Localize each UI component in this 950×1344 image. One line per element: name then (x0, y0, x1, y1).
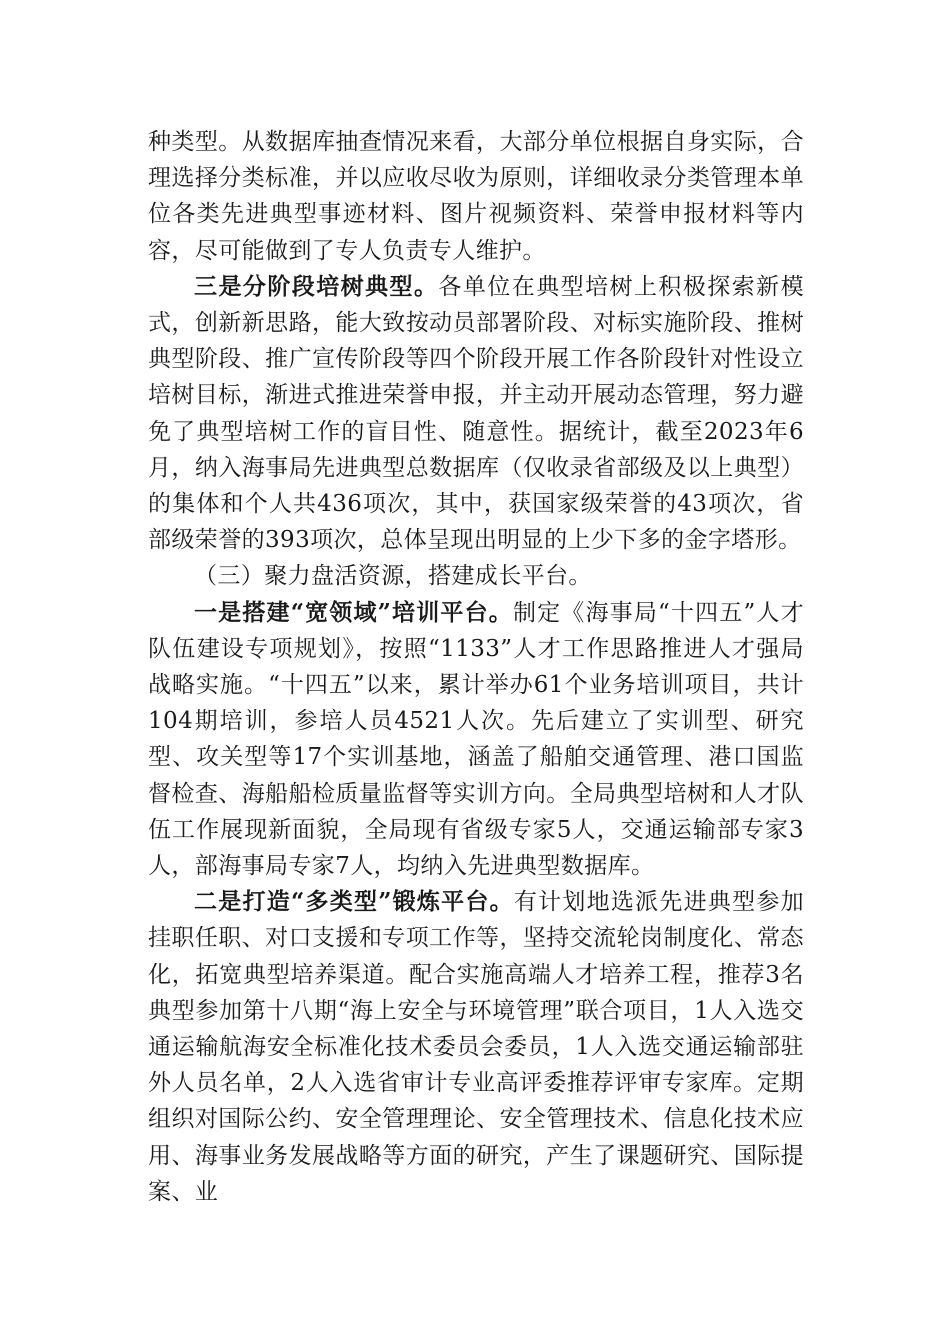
paragraph-training-platform (148, 595, 804, 885)
paragraph-text: 有计划地选派先进典型参加挂职任职、对口支援和专项工作等，坚持交流轮岗制度化、常态化，拓宽典型培养渠道。配合实施高端人才培养工程，推荐3名典型参加第十八期“海上安全与环境管理”联合项目，1人入选交通运输航海安全标准化技术委员会委员，1人入选交通运输部驻外人员名单，2人入选省审计专业高评委推荐评审专家库。定期组织对国际公约、安全管理理论、安全管理技术、信息化技术应用、海事业务发展战略等方面的研究，产生了课题研究、国际提案、业 (148, 889, 804, 1205)
paragraph-text: 各单位在典型培树上积极探索新模式，创新新思路，能大致按动员部署阶段、对标实施阶段、推树典型阶段、推广宣传阶段等四个阶段开展工作各阶段针对性设立培树目标，渐进式推进荣誉申报，并主动开展动态管理，努力避免了典型培树工作的盲目性、随意性。据统计，截至2023年6月，纳入海事局先进典型总数据库（仅收录省部级及以上典型）的集体和个人共436项次，其中，获国家级荣誉的43项次，省部级荣誉的393项次，总体呈现出明显的上少下多的金字塔形。 (148, 273, 805, 554)
document-page (148, 124, 804, 1210)
paragraph-text: 制定《海事局“十四五”人才队伍建设专项规划》，按照“1133”人才工作思路推进人才强局战略实施。“十四五”以来，累计举办61个业务培训项目，共计104期培训，参培人员4521人次。先后建立了实训型、研究型、攻关型等17个实训基地，涵盖了船舶交通管理、港口国监督检查、海船船检质量监督等实训方向。全局典型培树和人才队伍工作展现新面貌，全局现有省级专家5人，交通运输部专家3人，部海事局专家7人，均纳入先进典型数据库。 (148, 599, 805, 880)
paragraph-exercise-platform (148, 884, 804, 1210)
paragraph-staged-cultivation (148, 269, 804, 559)
section-heading (148, 558, 804, 594)
paragraph-continuation (148, 124, 804, 269)
paragraph-lead: 三是分阶段培树典型。 (194, 272, 439, 300)
paragraph-lead: 一是搭建“宽领域”培训平台。 (194, 598, 513, 626)
section-heading-text: （三）聚力盘活资源，搭建成长平台。 (194, 563, 592, 590)
paragraph-text: 种类型。从数据库抽查情况来看，大部分单位根据自身实际，合理选择分类标准，并以应收尽收为原则，详细收录分类管理本单位各类先进典型事迹材料、图片视频资料、荣誉申报材料等内容，尽可能做到了专人负责专人维护。 (148, 129, 804, 264)
paragraph-lead: 二是打造“多类型”锻炼平台。 (194, 888, 514, 916)
